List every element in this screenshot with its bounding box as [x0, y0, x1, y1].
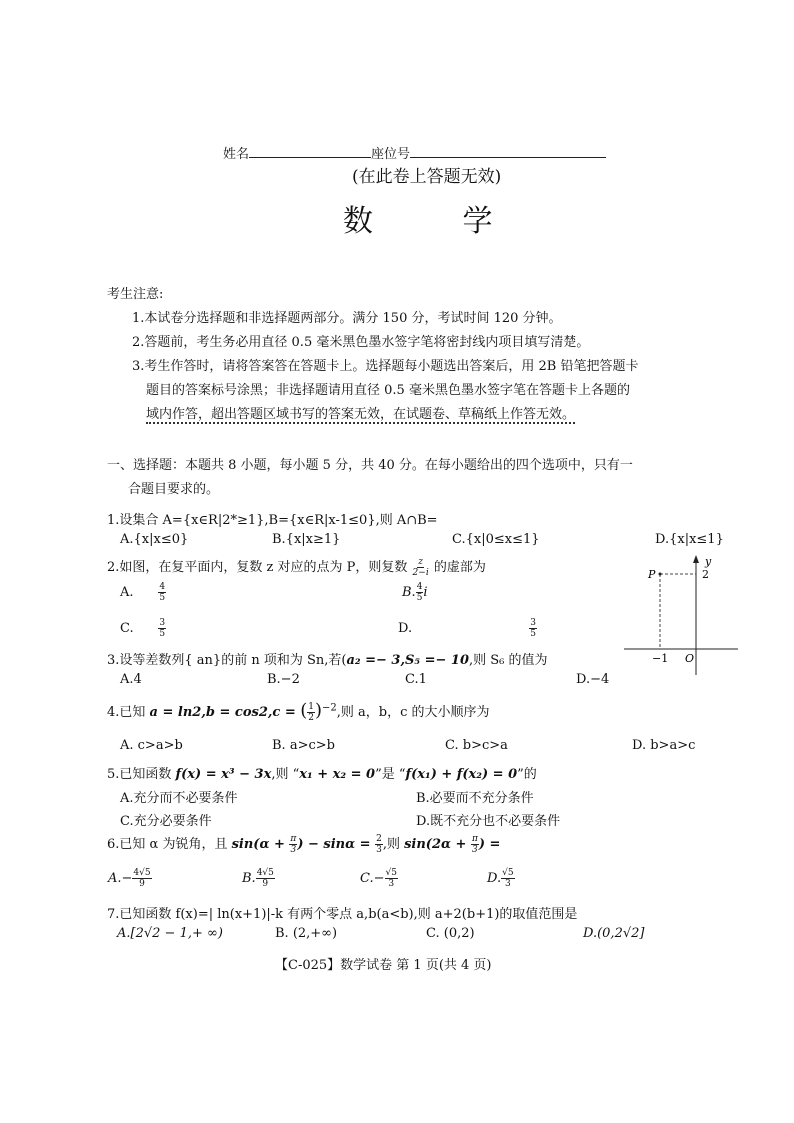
notice-item-3-cont: 题目的答案标号涂黑；非选择题请用直径 0.5 毫米黑色墨水签字笔在答题卡上各题的	[146, 383, 630, 398]
page-title: 数 学	[343, 204, 533, 239]
question-3-stem: 3.设等差数列{ an}的前 n 项和为 Sn,若(a₂ =− 3,S₅ =− 10,则 S₆ 的值为	[107, 653, 548, 668]
seat-label: 座位号	[371, 147, 411, 162]
question-7-option-d: D.(0,2√2]	[583, 926, 645, 941]
complex-plane-figure	[620, 553, 740, 681]
question-7-stem: 7.已知函数 f(x)=| ln(x+1)|-k 有两个零点 a,b(a<b),则 a+2(b+1)的取值范围是	[107, 907, 578, 922]
page-footer: 【C-025】数学试卷 第 1 页(共 4 页)	[275, 958, 492, 973]
question-5-option-a: A.充分而不必要条件	[120, 791, 238, 806]
question-1-option-c: C.{x|0≤x≤1}	[452, 532, 540, 547]
question-5-stem: 5.已知函数 f(x) = x³ − 3x,则 “x₁ + x₂ = 0”是 “f(x₁) + f(x₂) = 0”的	[107, 767, 537, 782]
notice-item-3: 3.考生作答时，请将答案答在答题卡上。选择题每小题选出答案后，用 2B 铅笔把答题卡	[132, 359, 639, 374]
question-3-option-b: B.−2	[267, 672, 300, 687]
question-3-option-a: A.4	[120, 672, 142, 687]
question-2-option-b: B. $\frac{4}{5}$ i	[402, 582, 428, 603]
question-6-option-c: C.− $\frac{√5}{3}$	[360, 868, 397, 889]
question-5-option-b: B.必要而不充分条件	[416, 791, 534, 806]
seat-underline	[410, 145, 606, 158]
question-4-option-b: B. a>c>b	[272, 738, 335, 753]
origin-label: O	[685, 652, 695, 665]
y-value-label: 2	[702, 568, 709, 581]
question-5-option-c: C.充分必要条件	[120, 814, 212, 829]
invalid-note: (在此卷上答题无效)	[352, 167, 502, 187]
name-label: 姓名	[223, 147, 250, 162]
question-4-stem: 4.已知 a = ln2,b = cos2,c = ( $\frac{1}{2}$ )$^{-2}$,则 a，b，c 的大小顺序为	[107, 700, 490, 723]
y-axis-arrow	[693, 555, 699, 563]
question-3-option-d: D.−4	[576, 672, 610, 687]
notice-heading: 考生注意:	[107, 287, 164, 302]
question-7-option-c: C. (0,2)	[426, 926, 475, 941]
y-axis-label: y	[705, 555, 712, 568]
question-2-stem: 2.如图，在复平面内，复数 z 对应的点为 P，则复数 $\frac{z}{2-i}$ 的虚部为	[107, 557, 486, 578]
section-heading-cont: 合题目要求的。	[128, 482, 220, 497]
question-6-option-b: B. $\frac{4√5}{9}$	[242, 868, 274, 889]
question-7-option-a: A.[2√2 − 1,+ ∞)	[117, 926, 223, 941]
question-2-option-d: D. $\frac{3}{5}$	[398, 618, 536, 639]
question-4-option-a: A. c>a>b	[120, 738, 183, 753]
question-1-option-b: B.{x|x≥1}	[272, 532, 341, 547]
question-4-option-d: D. b>a>c	[632, 738, 696, 753]
notice-item-2: 2.答题前，考生务必用直径 0.5 毫米黑色墨水签字笔将密封线内项目填写清楚。	[132, 335, 590, 350]
question-2-option-a: A. $\frac{4}{5}$	[120, 582, 166, 603]
question-1-option-a: A.{x|x≤0}	[120, 532, 189, 547]
name-underline	[249, 145, 371, 158]
x-value-label: −1	[652, 652, 669, 665]
question-6-stem: 6.已知 α 为锐角，且 sin(α + $\frac{\pi}{3}$ ) − sinα = $\frac{2}{3}$ ,则 sin(2α + $\frac{\pi}{3}$ ) =	[107, 834, 501, 855]
point-p	[659, 573, 662, 576]
p-label: P	[648, 568, 656, 581]
question-4-option-c: C. b>c>a	[445, 738, 508, 753]
question-2-option-c: C. $\frac{3}{5}$	[120, 618, 166, 639]
question-1-option-d: D.{x|x≤1}	[655, 532, 724, 547]
question-1-stem: 1.设集合 A={x∈R|2*≥1},B={x∈R|x-1≤0},则 A∩B=	[107, 513, 438, 528]
question-3-option-c: C.1	[405, 672, 427, 687]
section-heading: 一、选择题：本题共 8 小题，每小题 5 分，共 40 分。在每小题给出的四个选项中，只有一	[107, 458, 633, 473]
question-5-option-d: D.既不充分也不必要条件	[416, 814, 561, 829]
question-6-option-d: D. $\frac{√5}{3}$	[487, 868, 514, 889]
notice-item-3-end: 域内作答，超出答题区域书写的答案无效，在试题卷、草稿纸上作答无效。	[146, 407, 576, 422]
name-field	[223, 143, 606, 162]
notice-item-1: 1.本试卷分选择题和非选择题两部分。满分 150 分，考试时间 120 分钟。	[132, 311, 562, 326]
question-6-option-a: A.− $\frac{4√5}{9}$	[108, 868, 151, 889]
question-7-option-b: B. (2,+∞)	[275, 926, 338, 941]
